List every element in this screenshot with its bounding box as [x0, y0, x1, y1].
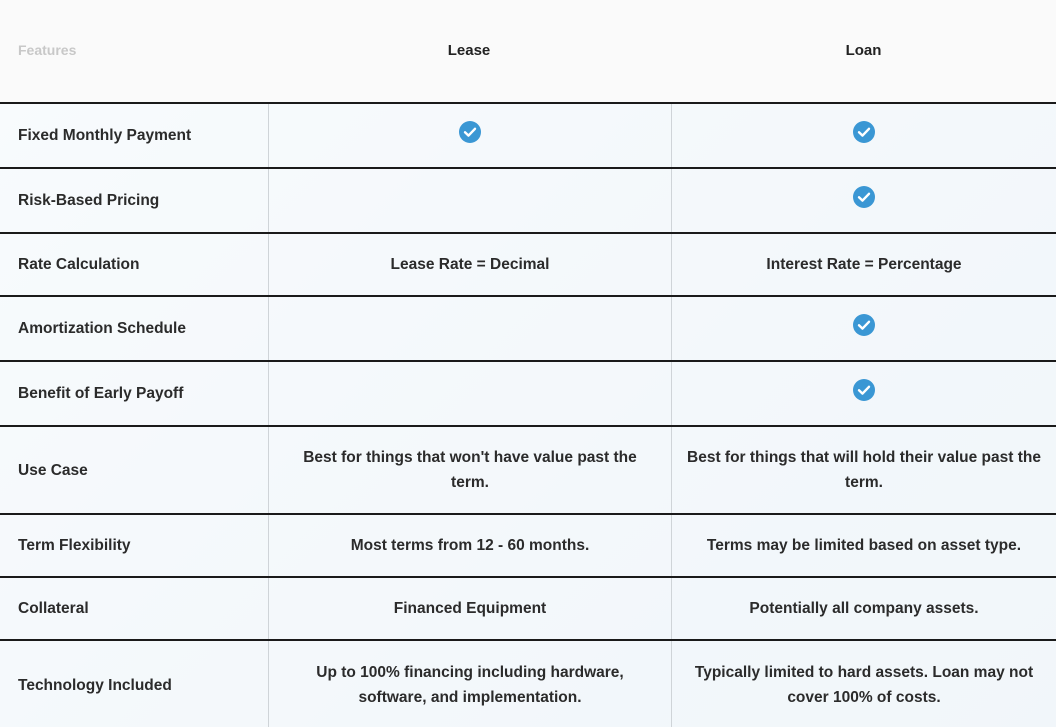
header-loan: Loan	[845, 41, 882, 59]
lease-cell	[268, 169, 671, 232]
table-row	[0, 104, 1056, 169]
check-circle-icon	[853, 121, 875, 143]
table-row	[0, 515, 1056, 578]
loan-cell: Typically limited to hard assets. Loan may not cover 100% of costs.	[671, 641, 1056, 727]
header-features: Features	[18, 42, 77, 58]
loan-cell	[671, 104, 1056, 167]
feature-label: Fixed Monthly Payment	[18, 127, 192, 144]
feature-label: Technology Included	[18, 676, 172, 694]
feature-label: Rate Calculation	[18, 256, 140, 273]
table-row	[0, 169, 1056, 234]
table-row	[0, 234, 1056, 297]
table-row	[0, 641, 1056, 727]
lease-cell	[268, 362, 671, 425]
header-lease: Lease	[447, 41, 491, 59]
table-header	[0, 0, 1056, 104]
loan-cell	[671, 169, 1056, 232]
table-row	[0, 297, 1056, 362]
table-row	[0, 362, 1056, 427]
feature-label: Risk-Based Pricing	[18, 192, 160, 209]
lease-cell: Up to 100% financing including hardware, software, and implementation.	[268, 641, 671, 727]
lease-cell: Best for things that won't have value past the term.	[268, 427, 671, 513]
table-row	[0, 578, 1056, 641]
loan-cell: Terms may be limited based on asset type.	[671, 515, 1056, 576]
check-circle-icon	[459, 121, 481, 143]
lease-cell	[268, 297, 671, 360]
feature-label: Term Flexibility	[18, 537, 131, 554]
table-row	[0, 427, 1056, 515]
feature-label: Benefit of Early Payoff	[18, 385, 184, 402]
loan-cell: Interest Rate = Percentage	[671, 234, 1056, 295]
feature-label: Collateral	[18, 600, 89, 617]
lease-cell	[268, 104, 671, 167]
loan-cell	[671, 297, 1056, 360]
check-circle-icon	[853, 186, 875, 208]
check-circle-icon	[853, 314, 875, 336]
loan-cell: Best for things that will hold their value past the term.	[671, 427, 1056, 513]
lease-cell: Lease Rate = Decimal	[268, 234, 671, 295]
lease-cell: Financed Equipment	[268, 578, 671, 639]
lease-cell: Most terms from 12 - 60 months.	[268, 515, 671, 576]
feature-label: Amortization Schedule	[18, 320, 186, 337]
feature-label: Use Case	[18, 461, 88, 479]
loan-cell: Potentially all company assets.	[671, 578, 1056, 639]
check-circle-icon	[853, 379, 875, 401]
loan-cell	[671, 362, 1056, 425]
